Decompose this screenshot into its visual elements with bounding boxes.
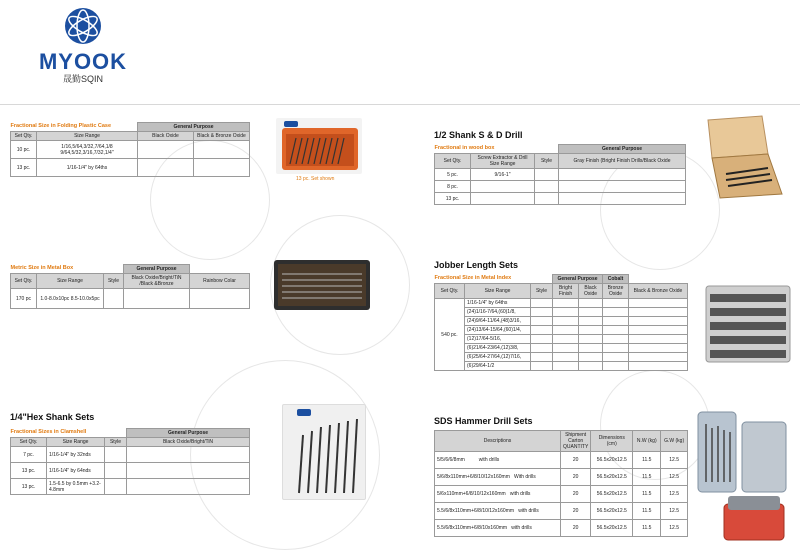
table-caption: Fractional in wood box [434, 145, 495, 152]
general-purpose-header: General Purpose [138, 123, 250, 132]
table-row [435, 469, 688, 486]
col-style: Style [105, 438, 127, 447]
cell-empty [138, 159, 194, 177]
cell-qty: 20 [561, 452, 591, 469]
cell-description: 5/6x110mm+6/8/10/12x160mm with drills [435, 486, 561, 503]
drill-case-image [276, 118, 362, 174]
cell-qty: 20 [561, 469, 591, 486]
col-set-qty: Set Qty. [435, 284, 465, 299]
col-dimensions: Dimensions (cm) [591, 431, 633, 452]
cell-size: 1/16-1/4" by 64ths [37, 159, 138, 177]
table-row [435, 317, 688, 326]
table-sd-drill [434, 144, 686, 205]
clamshell-image [283, 405, 367, 501]
cell-empty [535, 181, 559, 193]
cell-size: 1/16,5/64,3/32,7/64,1/8 9/64,5/32,3/16,7/32,1/4" [37, 141, 138, 159]
col-gray-finish: Gray Finish (Bright Finish Drills/Black Oxide [559, 154, 686, 169]
cell-empty [127, 447, 250, 463]
table-caption: Fractional Sizes in Clamshell [10, 429, 87, 436]
cobalt-header: Cobalt [603, 275, 629, 284]
table-row [11, 447, 250, 463]
cell-empty [190, 289, 250, 309]
col-set-qty: Set Qty. [11, 274, 37, 289]
cell-empty [124, 289, 190, 309]
cell-nw: 11.5 [633, 503, 661, 520]
brand-name: MYOOK [38, 49, 128, 74]
cell-size: (24)1/16-7/64,(60)1/8, [465, 308, 531, 317]
section-title-sd-drill: 1/2 Shank S & D Drill [434, 130, 523, 140]
table-row [435, 193, 686, 205]
cell-qty: 7 pc. [11, 447, 47, 463]
col-bronze-oxide: Bronze Oxide [603, 284, 629, 299]
cell-nw: 11.5 [633, 486, 661, 503]
cell-empty [138, 141, 194, 159]
photo-note: 13 pc. Set shown [296, 176, 335, 182]
cell-empty [127, 463, 250, 479]
cell-empty [559, 169, 686, 181]
col-shipment-qty: Shipment Carton QUANTITY [561, 431, 591, 452]
section-title-hex-shank: 1/4"Hex Shank Sets [10, 412, 95, 422]
cell-empty [535, 193, 559, 205]
cell-empty [105, 479, 127, 495]
cell-empty [559, 193, 686, 205]
divider-top [0, 104, 800, 105]
table-caption: Metric Size in Metal Box [10, 265, 74, 272]
brand-logo [28, 6, 138, 86]
cell-qty: 8 pc. [435, 181, 471, 193]
cell-gw: 12.5 [661, 503, 688, 520]
cell-qty: 13 pc. [11, 479, 47, 495]
product-photo-clamshell [282, 404, 366, 500]
cell-empty [127, 479, 250, 495]
cell-qty: 10 pc. [11, 141, 37, 159]
table-row [435, 452, 688, 469]
brand-subtitle: 晟勤SQIN [62, 74, 103, 84]
table-row [435, 299, 688, 308]
col-style: Style [104, 274, 124, 289]
col-gross-weight: G.W (kg) [661, 431, 688, 452]
col-size-range: Size Range [37, 132, 138, 141]
table-hex-shank [10, 428, 250, 495]
cell-empty [194, 141, 250, 159]
cell-size: 1.5-6.5 by 0.5mm +3.2-4.8mm [47, 479, 105, 495]
product-photo-metal-box [272, 256, 372, 312]
col-black-oxide: Black Oxide [138, 132, 194, 141]
cell-qty: 5 pc. [435, 169, 471, 181]
table-fractional-plastic-case [10, 122, 250, 177]
cell-nw: 11.5 [633, 452, 661, 469]
table-row [435, 308, 688, 317]
table-metric-metal-box [10, 264, 250, 309]
table-row [435, 362, 688, 371]
table-caption: Fractional Size in Folding Plastic Case [10, 123, 112, 130]
table-row [435, 169, 686, 181]
cell-empty [559, 181, 686, 193]
cell-size: (24)13/64-15/64,(60)1/4, [465, 326, 531, 335]
cell-dim: 56.5x20x12.5 [591, 452, 633, 469]
cell-gw: 12.5 [661, 486, 688, 503]
product-photo-wood-box [702, 114, 786, 200]
col-size-range: Screw Extractor & Drill Size Range [471, 154, 535, 169]
cell-qty: 20 [561, 486, 591, 503]
cell-qty: 13 pc. [11, 159, 37, 177]
general-purpose-header: General Purpose [553, 275, 603, 284]
cell-qty: 540 pc. [435, 299, 465, 371]
col-set-qty: Set Qty. [435, 154, 471, 169]
table-row [435, 326, 688, 335]
cell-qty: 20 [561, 503, 591, 520]
section-title-jobber-length: Jobber Length Sets [434, 260, 519, 270]
col-descriptions: Descriptions [435, 431, 561, 452]
col-set-qty: Set Qty. [11, 132, 37, 141]
col-black-bronze-oxide: Black & Bronze Oxide [194, 132, 250, 141]
col-black-oxide: Black Oxide [579, 284, 603, 299]
brand-emblem-icon [63, 6, 103, 46]
table-row [435, 181, 686, 193]
cell-description: 5.5/6/8x110mm+6/8/10/12x160mm with drills [435, 503, 561, 520]
cell-size: (6)21/64-23/64,(12)3/8, [465, 344, 531, 353]
cell-size: (12)17/64-5/16, [465, 335, 531, 344]
cell-empty [104, 289, 124, 309]
col-black-oxide-bright-tin: Black Oxide/Bright/TiN [127, 438, 250, 447]
product-photo-sds-cases [694, 408, 794, 548]
cell-dim: 56.5x20x12.5 [591, 520, 633, 537]
cell-empty [105, 463, 127, 479]
cell-size [471, 181, 535, 193]
col-black-bronze-oxide: Black & Bronze Oxide [629, 284, 688, 299]
cell-gw: 12.5 [661, 520, 688, 537]
table-row [435, 353, 688, 362]
table-row [435, 344, 688, 353]
general-purpose-header: General Purpose [559, 145, 686, 154]
cell-size [471, 193, 535, 205]
metal-box-image [272, 256, 372, 312]
col-size-range: Size Range [465, 284, 531, 299]
cell-size: 1/16-1/4" by 32nds [47, 447, 105, 463]
table-jobber-length [434, 274, 688, 371]
table-row [11, 141, 250, 159]
product-photo-metal-index [702, 276, 794, 366]
general-purpose-header: General Purpose [124, 265, 190, 274]
cell-nw: 11.5 [633, 469, 661, 486]
cell-nw: 11.5 [633, 520, 661, 537]
cell-dim: 56.5x20x12.5 [591, 486, 633, 503]
cell-size: 9/16-1" [471, 169, 535, 181]
col-net-weight: N.W (kg) [633, 431, 661, 452]
col-size-range: Size Range [47, 438, 105, 447]
col-style: Style [531, 284, 553, 299]
metal-index-image [702, 276, 794, 366]
wood-box-image [702, 114, 786, 200]
col-bright-finish: Bright Finish [553, 284, 579, 299]
col-black-oxide-bright: Black Oxide/Bright/TiN /Black &Bronze [124, 274, 190, 289]
cell-empty [194, 159, 250, 177]
col-size-range: Size Range [37, 274, 104, 289]
cell-qty: 20 [561, 520, 591, 537]
cell-empty [105, 447, 127, 463]
cell-description: 5.5/6/8x110mm+6/8/10x160mm with drills [435, 520, 561, 537]
cell-qty: 13 pc. [435, 193, 471, 205]
cell-empty [535, 169, 559, 181]
general-purpose-header: General Purpose [127, 429, 250, 438]
table-row [435, 520, 688, 537]
cell-size: 1/16-1/4" by 64nds [47, 463, 105, 479]
col-style: Style [535, 154, 559, 169]
product-photo-plastic-case [276, 118, 362, 174]
cell-size: (6)29/64-1/2 [465, 362, 531, 371]
cell-size: (24)9/64-11/64,(48)3/16, [465, 317, 531, 326]
col-set-qty: Set Qty. [11, 438, 47, 447]
table-row [11, 479, 250, 495]
cell-size: 1.0-8.0x10pc 8.5-10.0x5pc [37, 289, 104, 309]
cell-size: 1/16-1/4" by 64ths [465, 299, 531, 308]
cell-dim: 56.5x20x12.5 [591, 469, 633, 486]
cell-gw: 12.5 [661, 452, 688, 469]
cell-qty: 13 pc. [11, 463, 47, 479]
table-row [11, 289, 250, 309]
table-row [11, 463, 250, 479]
table-sds-hammer [434, 430, 688, 537]
cell-dim: 56.5x20x12.5 [591, 503, 633, 520]
sds-cases-image [694, 408, 794, 548]
col-rainbow: Rainbow Colar [190, 274, 250, 289]
section-title-sds-hammer: SDS Hammer Drill Sets [434, 416, 533, 426]
table-row [435, 503, 688, 520]
table-row [435, 486, 688, 503]
cell-gw: 12.5 [661, 469, 688, 486]
cell-size: (6)25/64-27/64,(12)7/16, [465, 353, 531, 362]
cell-qty: 170 pc [11, 289, 37, 309]
table-caption: Fractional Size in Metal Index [434, 275, 512, 282]
table-row [435, 335, 688, 344]
cell-description: 5/6/8x110mm+6/8/10/12x160mm With drills [435, 469, 561, 486]
table-row [11, 159, 250, 177]
cell-description: 5/5/6/6/8mm with drills [435, 452, 561, 469]
